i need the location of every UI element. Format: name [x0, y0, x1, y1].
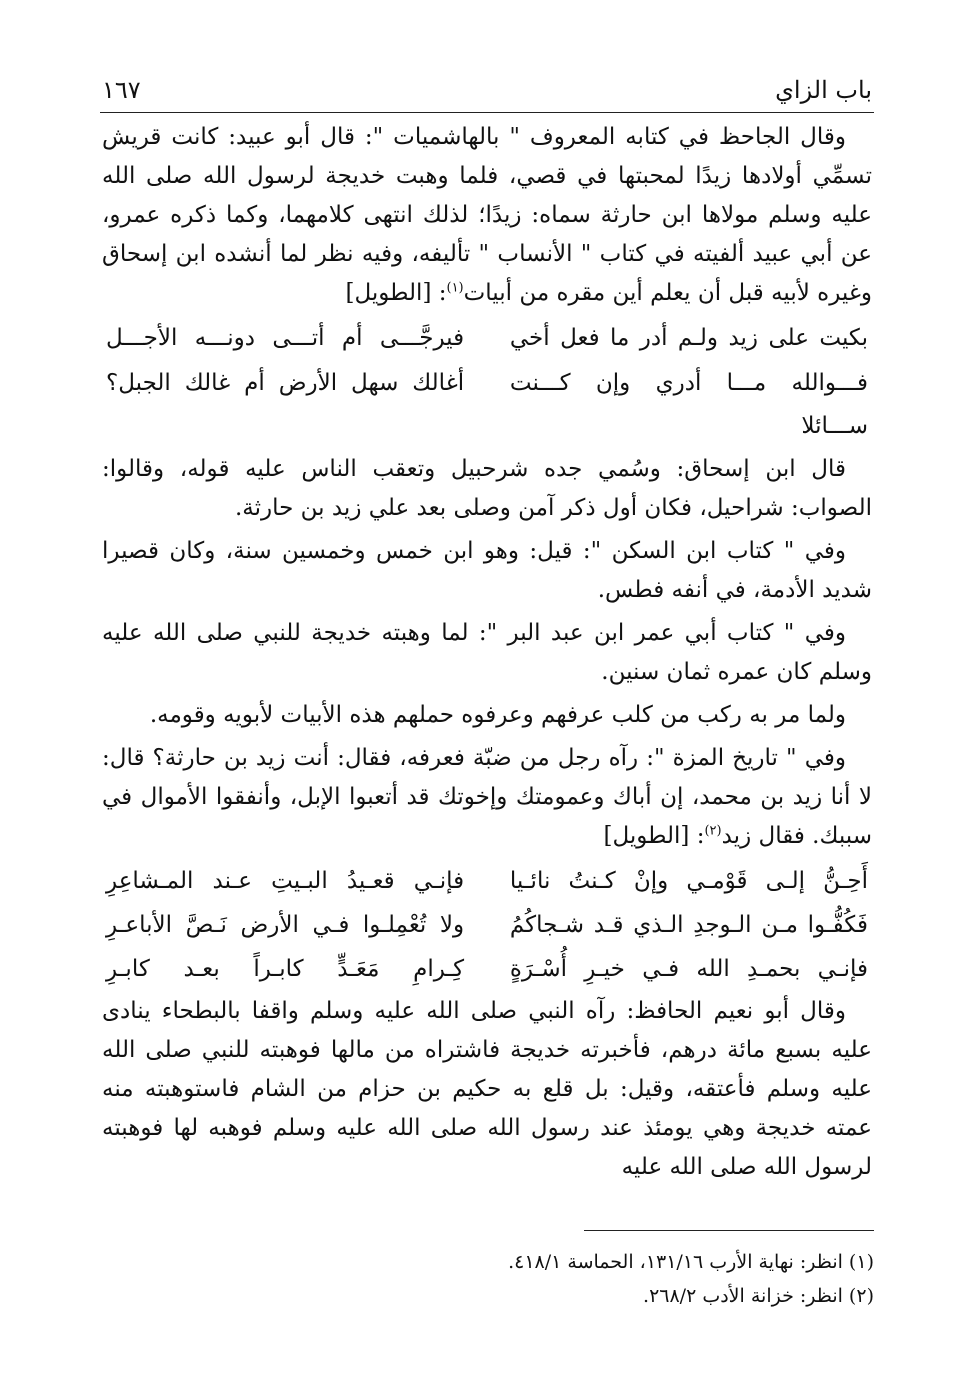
poem-line — [102, 948, 872, 990]
page-number: ١٦٧ — [102, 76, 141, 104]
chapter-title: باب الزاي — [775, 76, 872, 104]
poem-line — [102, 317, 872, 360]
paragraph-ibn-ishaq: قال ابن إسحاق: وسُمي جده شرحبيل وتعقب الناس عليه قوله، وقالوا: الصواب: شراحيل، فكان أول ذكر آمن وصلى بعد علي زيد بن حارثة. — [102, 456, 872, 521]
meter-label: : [الطويل] — [345, 280, 447, 306]
hemistich-first: فَكُفُّـوا مـن الـوجدِ الـذي قـد شـجاكُمُ — [509, 912, 868, 938]
poem-line — [102, 904, 872, 946]
hemistich-first: بكيت على زيد ولـم أدر ما فعل أخي — [509, 325, 868, 351]
page-body — [102, 118, 872, 1191]
footnote-rule — [584, 1230, 874, 1231]
poem-line — [102, 362, 872, 448]
hemistich-second: فيرجَّـــى أم أتـــى دونـــه الأجـــل — [106, 325, 465, 351]
header-rule — [100, 112, 874, 113]
hemistich-first: فإنـي بحمـدِ الله فـي خيـرِ أُسْـرَةٍ — [509, 956, 868, 982]
footnote-ref-2: (٢) — [704, 823, 722, 839]
hemistich-second: أغالك سهل الأرض أم غالك الجبل؟ — [106, 370, 465, 396]
footnote-2: (٢) انظر: خزانة الأدب ٢٦٨/٢. — [643, 1285, 874, 1307]
paragraph-ibn-al-sakan: وفي " كتاب ابن السكن ": قيل: وهو ابن خمس وخمسين سنة، وكان قصيرا شديد الأدمة، في أنفه فطس. — [102, 538, 872, 603]
footnote-ref-1: (١) — [446, 280, 464, 296]
hemistich-second: ولا تُعْمِلـوا فـي الأرض نَـصَّ الأباعـرِ — [106, 912, 465, 938]
paragraph-tarikh: وفي " تاريخ المزة ": رآه رجل من ضبّة فعرفه، فقال: أنت زيد بن حارثة؟ قال: لا أنا زيد بن محمد، إن أباك وعمومتك وإخوتك قد أتعبوا الإبل، وأنفقوا الأموال في سببك. فقال زيد$^{(٢)}$: [الطويل] — [102, 745, 872, 849]
hemistich-first: أَحِـنُّ إلـى قَوْمـي وإنْ كـنتُ نائـيا — [509, 868, 868, 894]
paragraph-jahiz: وقال الجاحظ في كتابه المعروف " بالهاشميات ": قال أبو عبيد: كانت قريش تسمِّي أولادها زيدًا لمحبتها في قصي، فلما وهبت خديجة لرسول الله صلى الله عليه وسلم مولاها ابن حارثة سماه: زيدًا؛ لذلك انتهى كلامهما، وكما ذكره عمرو، عن أبي عبيد ألفيته في كتاب " الأنساب " تأليفه، وفيه نظر لما أنشده ابن إسحاق وغيره لأبيه قبل أن يعلم أين مقره من أبيات$^{(١)}$: [الطويل] — [102, 124, 872, 306]
footnote-1: (١) انظر: نهاية الأرب ١٣١/١٦، الحماسة ٤١٨/١. — [508, 1251, 874, 1273]
hemistich-second: فإنـي قعـيدُ البـيتِ عـند المـشاعِرِ — [106, 868, 465, 894]
footnotes — [100, 1230, 874, 1313]
paragraph-kalb-caravan: ولما مر به ركب من كلب عرفهم وعرفوه حملهم هذه الأبيات لأبويه وقومه. — [149, 702, 846, 728]
hemistich-first: فـــوالله مـــا أدري وإن كـــنت ســـائلا — [509, 370, 868, 439]
page-header — [102, 64, 872, 104]
meter-label: : [الطويل] — [603, 823, 705, 849]
hemistich-second: كِـرامِ مَعَـدٍّ كابـراً بعـد كابـرِ — [106, 956, 465, 982]
paragraph-abu-nuaym: وقال أبو نعيم الحافظ: رآه النبي صلى الله عليه وسلم واقفا بالبطحاء ينادى عليه بسبع مائة درهم، فأخبرته خديجة فاشتراه من مالها فوهبته للنبي صلى الله عليه وسلم فأعتقه، وقيل: بل قلع به حكيم بن حزام من الشام فاستوهبته منه عمته خديجة وهي يومئذ عند رسول الله صلى الله عليه وسلم فوهبه لها فوهبته لرسول الله صلى الله عليه — [102, 998, 872, 1180]
paragraph-ibn-abd-al-barr: وفي " كتاب أبي عمر ابن عبد البر ": لما وهبته خديجة للنبي صلى الله عليه وسلم كان عمره ثمان سنين. — [102, 620, 872, 685]
poem-line — [102, 860, 872, 902]
